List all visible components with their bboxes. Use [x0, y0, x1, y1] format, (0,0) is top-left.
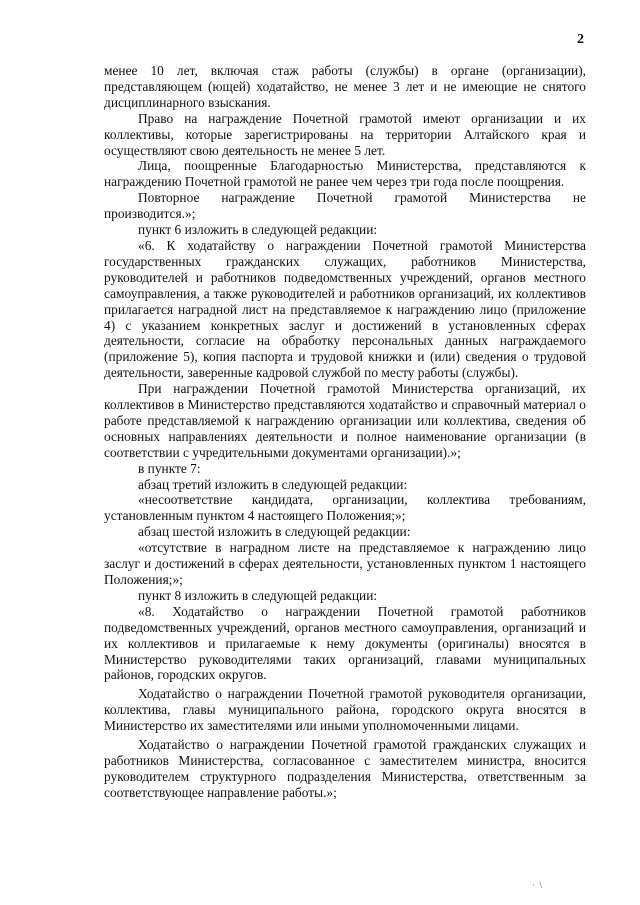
- paragraph-repeat-award: Повторное награждение Почетной грамотой Министерства не производится.»;: [104, 190, 586, 222]
- paragraph-paragraph-3-intro: абзац третий изложить в следующей редакции:: [138, 476, 408, 492]
- paragraph-organizations-right: Право на награждение Почетной грамотой имеют организации и их коллективы, которые зарегистрированы на территории Алтайского края и осуществляют свою деятельность не менее 5 лет.: [104, 110, 586, 158]
- paragraph-point-8-intro: пункт 8 изложить в следующей редакции:: [138, 587, 378, 603]
- paragraph-point-6-text: «6. К ходатайству о награждении Почетной грамотой Министерства государственных гражданских служащих, работников Министерства, руководителей и работников подведомственных учреждений, органов местного самоуправления, а также руководителей и работников организаций, их коллективов прилагается наградной лист на представляемое к награждению лицо (приложение 4) с указанием конкретных заслуг и достижений в установленных сферах деятельности, согласие на обработку персональных данных награждаемого (приложение 5), копия паспорта и трудовой книжки и (или) сведения о трудовой деятельности, заверенные кадровой службой по месту работы (службы).: [104, 237, 586, 381]
- paragraph-point-6-organizations: При награждении Почетной грамотой Министерства организаций, их коллективов в Министерство представляются ходатайство и справочный материал о работе представляемой к награждению организации или коллектива, сведения об основных направлениях деятельности и полное наименование организации (в соответствии с учредительными документами организации).»;: [104, 381, 586, 460]
- paragraph-point-6-intro: пункт 6 изложить в следующей редакции:: [138, 222, 378, 238]
- document-body: [104, 63, 586, 801]
- scan-artifact-mark: · \: [532, 880, 542, 890]
- paragraph-point-8-heads: Ходатайство о награждении Почетной грамотой руководителя организации, коллектива, главы муниципального района, городского округа вносятся в Министерство их заместителями или иными уполномоченными лицами.: [104, 686, 586, 734]
- page-number: 2: [577, 32, 584, 47]
- paragraph-point-8-civil-servants: Ходатайство о награждении Почетной грамотой гражданских служащих и работников Министерства, согласованное с заместителем министра, вносится руководителем структурного подразделения Министерства, ответственным за соответствующее направление работы.»;: [104, 737, 586, 800]
- paragraph-paragraph-3-text: «несоответствие кандидата, организации, коллектива требованиям, установленным пунктом 4 настоящего Положения;»;: [104, 492, 586, 524]
- paragraph-gratitude-rule: Лица, поощренные Благодарностью Министерства, представляются к награждению Почетной грамотой не ранее чем через три года после поощрения.: [104, 158, 586, 190]
- paragraph-paragraph-6-text: «отсутствие в наградном листе на представляемое к награждению лицо заслуг и достижений в сферах деятельности, установленных пунктом 1 настоящего Положения;»;: [104, 540, 586, 587]
- paragraph-paragraph-6-intro: абзац шестой изложить в следующей редакции:: [138, 524, 411, 540]
- paragraph-continuation: менее 10 лет, включая стаж работы (службы) в органе (организации), представляющем (ющей) ходатайство, не менее 3 лет и не имеющие не снятого дисциплинарного взыскания.: [104, 63, 586, 110]
- paragraph-point-7-intro: в пункте 7:: [138, 460, 201, 476]
- paragraph-point-8-text: «8. Ходатайство о награждении Почетной грамотой работников подведомственных учреждений, органов местного самоуправления, организаций и их коллективов и прилагаемые к нему документы (оригиналы) вносятся в Министерство руководителями таких организаций, главами муниципальных районов, городских округов.: [104, 603, 586, 683]
